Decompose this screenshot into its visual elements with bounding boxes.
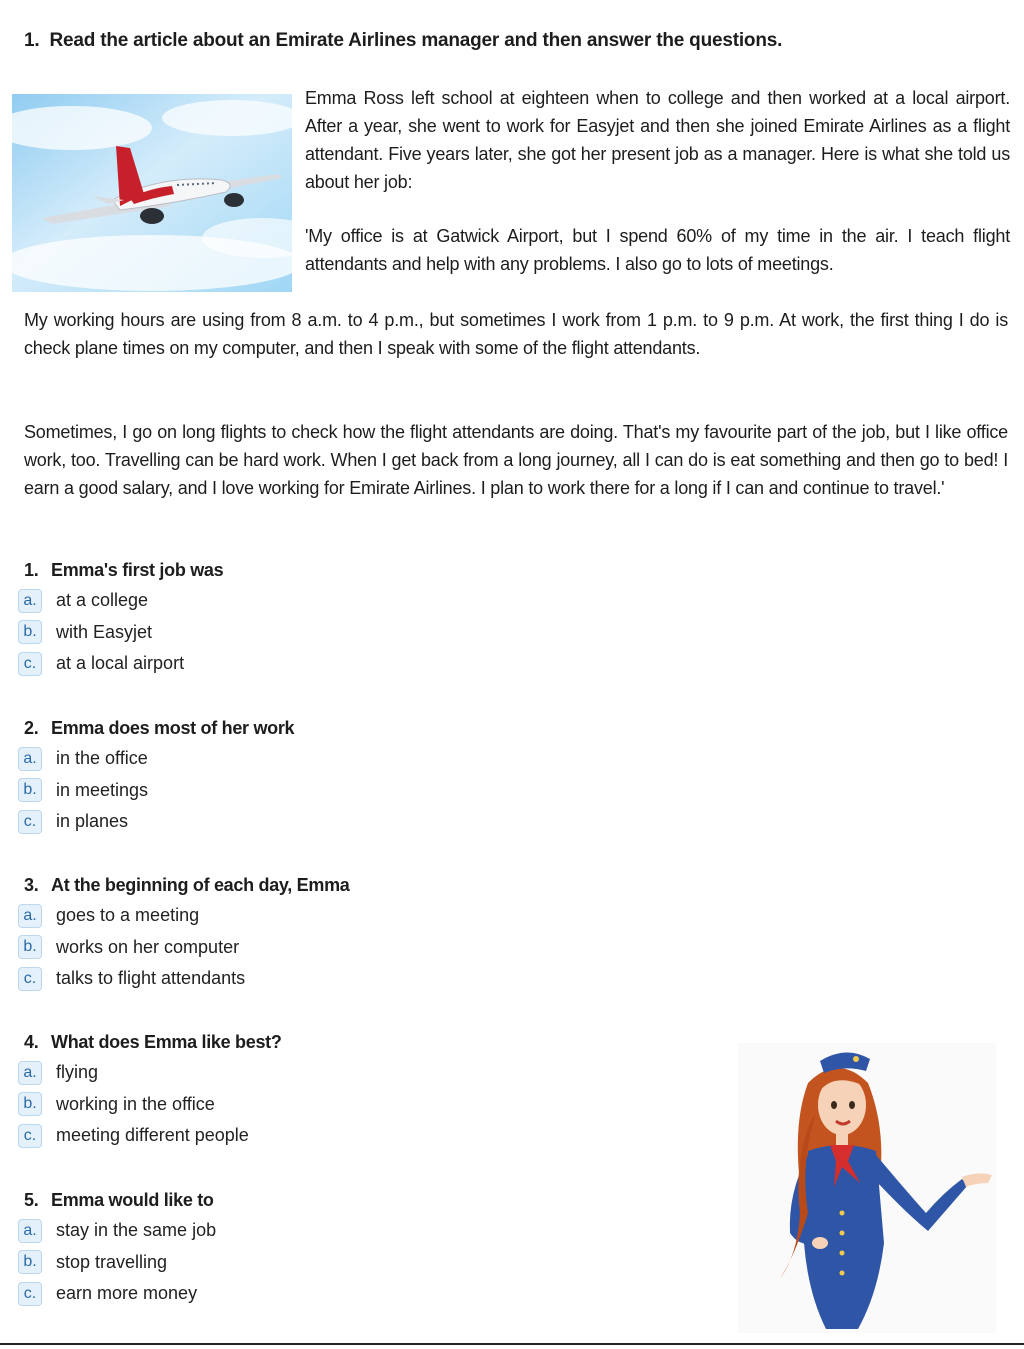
bottom-border	[0, 1343, 1024, 1345]
flights-paragraph-block	[24, 418, 1008, 502]
hours-paragraph-block	[24, 306, 1008, 362]
option-letter: a.	[18, 589, 42, 613]
option-letter: b.	[18, 778, 42, 802]
question-prompt	[24, 1185, 718, 1215]
option-c[interactable]	[18, 1278, 718, 1310]
option-a[interactable]	[18, 1215, 718, 1247]
question-text: Emma's first job was	[51, 560, 224, 580]
hours-paragraph: My working hours are using from 8 a.m. to 4 p.m., but sometimes I work from 1 p.m. to 9 p.m. At work, the first thing I do is check plane times on my computer, and then I speak with some of the flight attendants.	[24, 310, 1008, 358]
question-text: What does Emma like best?	[51, 1032, 282, 1052]
option-a[interactable]	[18, 900, 718, 932]
option-letter: a.	[18, 1061, 42, 1085]
flight-attendant-image	[738, 1043, 996, 1333]
intro-paragraph: Emma Ross left school at eighteen when to college and then worked at a local airport. After a year, she went to work for Easyjet and then she joined Emirate Airlines as a flight attendant. Five years later, she got her present job as a manager. Here is what she told us about her job:	[305, 88, 1010, 192]
option-text: talks to flight attendants	[56, 968, 246, 989]
option-a[interactable]	[18, 743, 718, 775]
option-text: in meetings	[56, 779, 149, 800]
option-letter: b.	[18, 935, 42, 959]
question-3	[18, 870, 718, 995]
option-b[interactable]	[18, 1089, 718, 1121]
option-text: flying	[56, 1062, 99, 1083]
option-text: earn more money	[56, 1283, 198, 1304]
option-text: stay in the same job	[56, 1220, 217, 1241]
option-text: works on her computer	[56, 936, 240, 957]
article-intro	[305, 84, 1010, 278]
option-text: stop travelling	[56, 1251, 168, 1272]
option-text: in planes	[56, 811, 129, 832]
option-a[interactable]	[18, 585, 718, 617]
question-prompt	[24, 555, 718, 585]
question-text: Emma would like to	[51, 1190, 214, 1210]
question-5	[18, 1185, 718, 1310]
option-b[interactable]	[18, 932, 718, 964]
question-number: 2.	[24, 718, 39, 738]
option-c[interactable]	[18, 648, 718, 680]
question-number: 1.	[24, 560, 39, 580]
exercise-number: 1.	[24, 30, 40, 51]
option-a[interactable]	[18, 1057, 718, 1089]
question-2	[18, 713, 718, 838]
option-letter: c.	[18, 810, 42, 834]
option-text: in the office	[56, 748, 148, 769]
option-c[interactable]	[18, 963, 718, 995]
option-text: meeting different people	[56, 1125, 249, 1146]
option-b[interactable]	[18, 775, 718, 807]
option-text: with Easyjet	[56, 621, 153, 642]
option-text: at a college	[56, 590, 149, 611]
flights-paragraph: Sometimes, I go on long flights to check how the flight attendants are doing. That's my favourite part of the job, but I like office work, too. Travelling can be hard work. When I get back from a long journey, all I can do is eat something and then go to bed! I earn a good salary, and I love working for Emirate Airlines. I plan to work there for a long if I can and continue to travel.'	[24, 422, 1008, 498]
option-letter: a.	[18, 747, 42, 771]
option-c[interactable]	[18, 1120, 718, 1152]
option-letter: c.	[18, 967, 42, 991]
question-number: 5.	[24, 1190, 39, 1210]
question-prompt	[24, 870, 718, 900]
question-text: At the beginning of each day, Emma	[51, 875, 350, 895]
option-letter: b.	[18, 1092, 42, 1116]
question-prompt	[24, 1027, 718, 1057]
question-prompt	[24, 713, 718, 743]
airplane-image	[12, 88, 292, 298]
question-text: Emma does most of her work	[51, 718, 295, 738]
option-letter: c.	[18, 652, 42, 676]
option-text: working in the office	[56, 1093, 215, 1114]
exercise-heading	[24, 30, 1004, 52]
question-1	[18, 555, 718, 680]
option-letter: c.	[18, 1124, 42, 1148]
option-text: at a local airport	[56, 653, 185, 674]
option-letter: c.	[18, 1282, 42, 1306]
option-letter: a.	[18, 904, 42, 928]
option-letter: b.	[18, 1250, 42, 1274]
option-text: goes to a meeting	[56, 905, 200, 926]
option-letter: a.	[18, 1219, 42, 1243]
question-number: 4.	[24, 1032, 39, 1052]
quote-paragraph: 'My office is at Gatwick Airport, but I spend 60% of my time in the air. I teach flight attendants and help with any problems. I also go to lots of meetings.	[305, 226, 1010, 274]
option-letter: b.	[18, 620, 42, 644]
question-4	[18, 1027, 718, 1152]
option-c[interactable]	[18, 806, 718, 838]
exercise-instruction: Read the article about an Emirate Airlines manager and then answer the questions.	[49, 30, 783, 51]
option-b[interactable]	[18, 1247, 718, 1279]
question-number: 3.	[24, 875, 39, 895]
option-b[interactable]	[18, 617, 718, 649]
